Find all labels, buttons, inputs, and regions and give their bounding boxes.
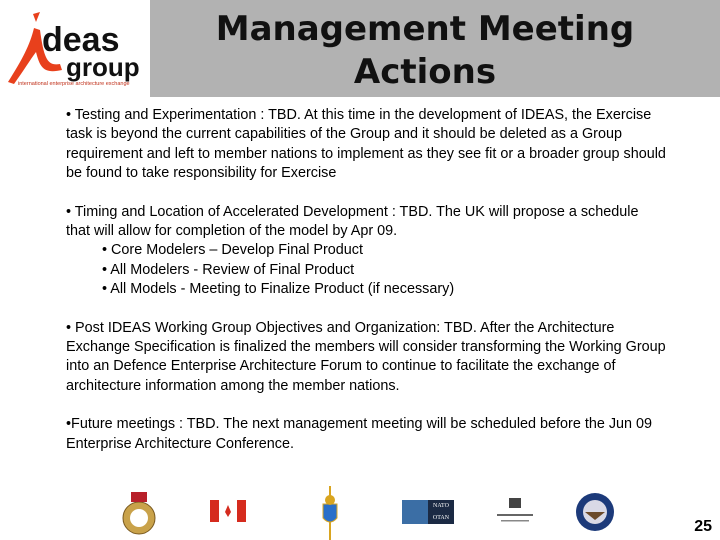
partner-logos: [110, 484, 610, 540]
svg-text:international enterprise archi: international enterprise architecture exchange: [18, 81, 130, 87]
nato-compass-icon: [402, 500, 428, 524]
ideas-group-logo: [0, 0, 150, 97]
sub-bullet: • All Modelers - Review of Final Product: [102, 261, 355, 278]
bullet-testing: [66, 106, 666, 184]
australian-government-icon: [495, 496, 535, 526]
canada-flag-icon: [210, 500, 246, 522]
slide-body: [66, 106, 666, 473]
page-number: 25: [694, 518, 712, 535]
bullet-text: •Future meetings : TBD. The next management meeting will be scheduled before the Jun 09 Enterprise Architecture Conference.: [66, 416, 653, 452]
bullet-text: • Timing and Location of Accelerated Development : TBD. The UK will propose a schedule that will allow for completion of the model by Apr 09.: [66, 203, 639, 240]
uk-mod-crest-icon: [120, 488, 158, 538]
otan-label: OTAN: [432, 515, 450, 521]
svg-text:deas: deas: [42, 21, 120, 59]
sweden-armed-forces-icon: [320, 486, 340, 540]
bullet-timing: [66, 203, 666, 300]
bullet-text: • Post IDEAS Working Group Objectives and Organization: TBD. After the Architecture Exchange Specification is finalized the members will consider transforming the Working Group into an Defence Enterprise Architecture Forum to continue to facilitate the exchange of architecture information among the member nations.: [66, 319, 666, 394]
nato-logo: [402, 500, 454, 524]
bullet-future-meetings: [66, 415, 666, 454]
nato-label: NATO: [433, 503, 449, 509]
bullet-post-ideas: [66, 319, 666, 397]
bullet-text: • Testing and Experimentation : TBD. At this time in the development of IDEAS, the Exercise task is beyond the current capabilities of the Group and it should be deleted as a Group requirement and left to member nations to implement as they see fit or a broader group should be found to take responsibility for Exercise: [66, 107, 666, 182]
svg-text:group: group: [66, 52, 140, 82]
slide-title: Management Meeting Actions: [215, 9, 635, 92]
us-dod-seal-icon: [575, 492, 615, 532]
sub-bullet: • All Models - Meeting to Finalize Product (if necessary): [102, 281, 455, 298]
sub-bullet: • Core Modelers – Develop Final Product: [102, 242, 363, 259]
